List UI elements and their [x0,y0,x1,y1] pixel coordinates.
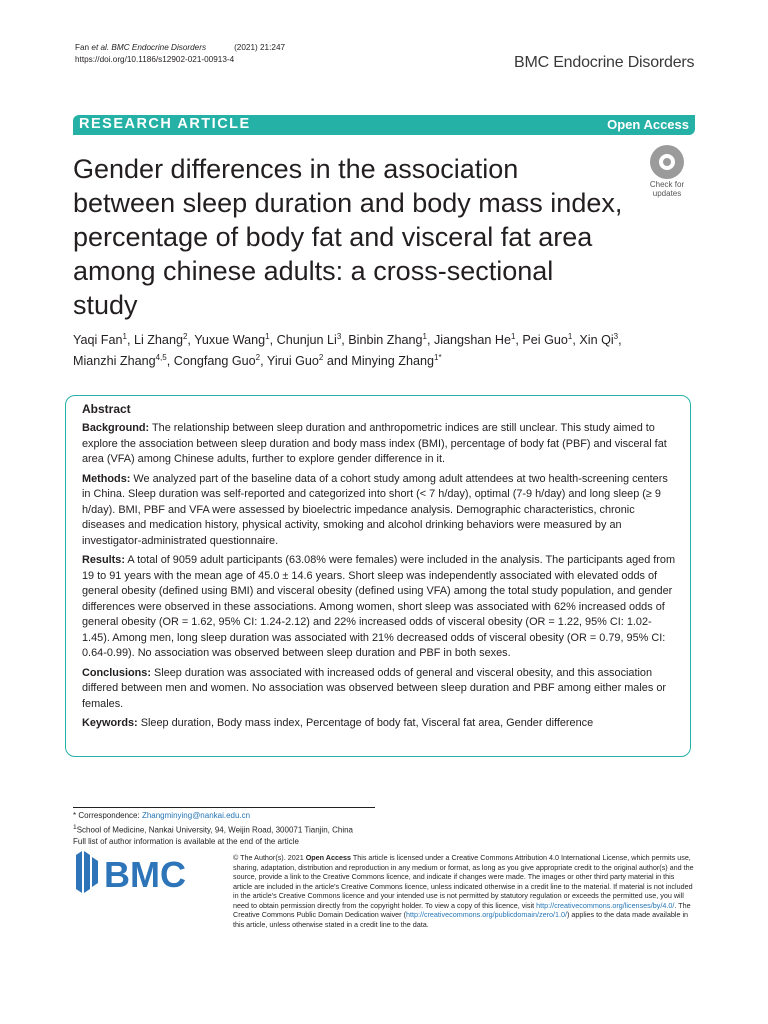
author-name: Binbin Zhang [348,333,423,348]
author-affiliation: 1 [510,332,516,341]
affiliation-text: School of Medicine, Nankai University, 94, Weijin Road, 300071 Tianjin, China [76,825,353,835]
author[interactable] [277,333,342,347]
abstract-methods [82,472,678,550]
abstract-box [65,395,691,757]
license-part1: © The Author(s). 2021 [233,853,306,862]
open-access-label: Open Access [607,117,689,132]
author[interactable] [434,333,515,347]
license-link-cc-by[interactable]: http://creativecommons.org/licenses/by/4.0/ [536,900,675,910]
check-updates-line2: updates [652,188,682,198]
license-text [233,853,695,929]
author-affiliation: 1 [122,332,127,341]
results-label: Results: [82,554,125,566]
correspondence-label: * Correspondence: [73,811,142,820]
author[interactable] [73,354,167,368]
abstract-results [82,553,678,662]
author-name: Xin Qi [579,333,614,348]
methods-label: Methods: [82,472,131,485]
author-affiliation: 2 [182,332,188,341]
author-name: Minying Zhang [351,354,434,369]
license-open-access: Open Access [305,853,351,862]
check-updates-line1: Check for [649,180,685,189]
author-name: Chunjun Li [276,333,337,348]
author-affiliation: 1 [422,332,427,341]
conclusions-text: Sleep duration was associated with increased odds of general and visceral obesity, and this association differed between men and women. No association was observed between sleep duration and PBF among either males or females. [82,666,666,710]
abstract-background [82,421,678,468]
bmc-logo-text: BMC [104,854,186,895]
background-text: The relationship between sleep duration and anthropometric indices are still unclear. This study aimed to explore the association between sleep duration and body mass index (BMI), percentage of body fat (PBF) and visceral fat area (VFA) among Chinese adults, further to explore gender difference in it. [82,422,667,465]
citation-journal: et al. BMC Endocrine Disorders [91,43,207,52]
author-affiliation: 2 [318,353,324,363]
author[interactable] [174,354,260,368]
author-name: Yuxue Wang [194,333,266,348]
author-affiliation: 4,5 [155,353,167,363]
methods-text: We analyzed part of the baseline data of a cohort study among adult attendees at two health-screening centers in China. Sleep duration was self-reported and categorized into short (< 7 h/day), optimal (7-9 h/day) and long sleep (≥ 9 h/day). BMI, PBF and VFA were assessed by bioelectric impedance analysis. Demographic characteristics, chronic diseases and medication history, physical activity, smoking and alcohol drinking behaviors were measured by an investigator-administrated questionnaire. [82,472,668,547]
author-name: Li Zhang [133,333,183,348]
author[interactable] [579,333,618,347]
author-name: Yaqi Fan [73,333,123,348]
author[interactable] [522,333,572,347]
author[interactable] [348,333,427,347]
check-updates-icon [650,145,684,179]
author-name: Jiangshan He [433,333,511,348]
author-affiliation: 1 [567,332,573,341]
author-name: Congfang Guo [173,354,256,369]
author-affiliation: 3 [336,332,342,341]
license-part2: This article is licensed under a Creative Commons Attribution 4.0 International License, which permits use, sharing, adaptation, distribution and reproduction in any medium or format, as long as you give appropriate credit to the original author(s) and the source, provide a link to the Creative Commons licence, and indicate if changes were made. The images or other third party material in this article are included in the article's Creative Commons licence, unless indicated otherwise in a credit line to the material. If material is not included in the article's Creative Commons licence and your intended use is not permitted by statutory regulation or exceeds the permitted use, you will need to obtain permission directly from the copyright holder. To view a copy of this licence, visit [233,853,694,910]
license-part4: ) applies to the data made available in this article, unless otherwise stated in a credit line to the data. [233,910,689,929]
article-type-label: RESEARCH ARTICLE [79,116,251,132]
keywords-label: Keywords: [82,717,138,729]
abstract-conclusions [82,666,678,713]
abstract-heading: Abstract [82,402,131,416]
doi-link[interactable]: https://doi.org/10.1186/s12902-021-00913-4 [75,55,235,64]
journal-name: BMC Endocrine Disorders [514,54,695,71]
citation-header [75,42,285,66]
results-text: A total of 9059 adult participants (63.08% were females) were included in the analysis. The participants aged from 19 to 91 years with the mean age of 45.0 ± 14.6 years. Short sleep was independently associated with elevated odds of general obesity (defined using BMI) and visceral obesity (defined using VFA) among the total study population, and gender differences were observed in these associations. Among women, short sleep was associated with 62% increased odds of general obesity (OR = 1.62, 95% CI: 1.24-2.12) and 22% increased odds of visceral obesity (OR = 1.22, 95% CI: 1.02-1.45). Among men, long sleep duration was associated with 21% decreased odds of visceral obesity (OR = 0.79, 95% CI: 0.64-0.99). No association was observed between sleep duration and PBF in both sexes. [82,554,676,659]
author-affiliation: 3 [613,332,619,341]
license-link-cc0[interactable]: http://creativecommons.org/publicdomain/zero/1.0/ [405,910,567,919]
bmc-logo-mark [76,851,98,893]
author-name: Pei Guo [522,333,568,348]
article-title: Gender differences in the association between sleep duration and body mass index, percentage of body fat and visceral fat area among chinese adults: a cross-sectional study [73,154,623,320]
author[interactable] [134,333,187,347]
citation-year: (2021) 21:247 [234,43,286,52]
bmc-publisher-logo [74,847,214,897]
conclusions-label: Conclusions: [82,666,151,679]
keywords-text: Sleep duration, Body mass index, Percentage of body fat, Visceral fat area, Gender difference [137,717,594,729]
footnotes [73,810,353,847]
author-name: Mianzhi Zhang [73,354,156,369]
affiliation-mark: 1 [73,823,77,831]
author-affiliation: 1 [265,332,270,341]
author[interactable] [267,354,323,368]
author[interactable] [194,333,269,347]
author-name: Yirui Guo [266,354,319,369]
check-for-updates-badge[interactable] [640,145,694,201]
author-list: Yaqi Fan$^1$, Li Zhang$^2$, Yuxue Wang$^1$, Chunjun Li$^3$, Binbin Zhang$^1$, Jiangshan He$^1$, Pei Guo$^1$, Xin Qi$^3$, Mianzhi Zhang$^{4,5}$, Congfang Guo$^2$, Yirui Guo$^2$ and Minying Zhang$^{1*}$ [73,332,622,369]
author[interactable] [73,333,127,347]
more-info-note: Full list of author information is available at the end of the article [73,836,299,846]
abstract-keywords [82,716,678,732]
correspondence-email-link[interactable]: Zhangminying@nankai.edu.cn [141,811,251,820]
background-label: Background: [82,422,150,434]
license-part3: . The Creative Commons Public Domain Dedication waiver ( [233,900,691,919]
article-type-banner [73,115,695,135]
author-affiliation: 1* [434,353,442,363]
footnote-divider [73,807,375,808]
citation-authors: Fan [75,43,92,52]
author[interactable] [351,354,441,368]
author-affiliation: 2 [255,353,261,363]
